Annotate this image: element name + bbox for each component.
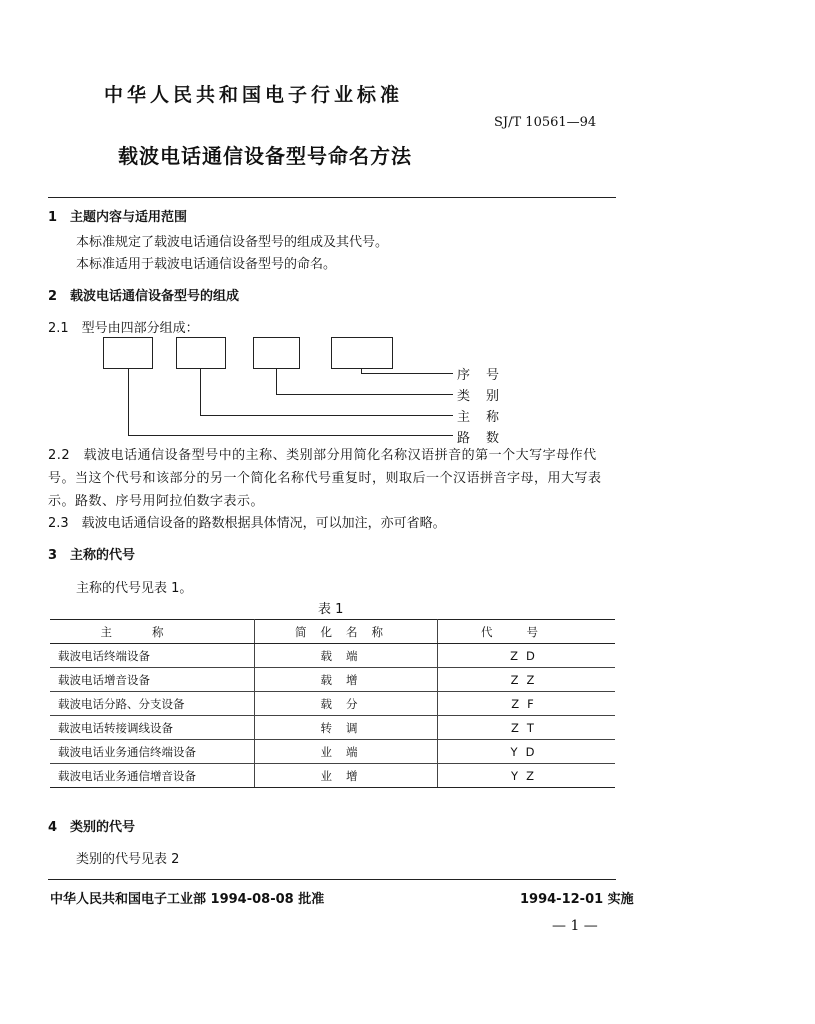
section-1-heading: 1 主题内容与适用范围: [48, 210, 188, 225]
section-3-heading: 3 主称的代号: [48, 548, 136, 563]
document-title: 载波电话通信设备型号命名方法: [118, 144, 412, 168]
connector-channels-h: [128, 435, 453, 436]
table-cell-short-name: 转调: [255, 716, 438, 740]
diagram-label-main-name: 主称: [457, 410, 516, 425]
table-row: [50, 644, 615, 668]
footer-divider: [48, 879, 616, 880]
section-4-heading: 4 类别的代号: [48, 820, 136, 835]
table-cell-short-name: 载增: [255, 668, 438, 692]
connector-main-name-h: [200, 415, 453, 416]
table-cell-short-name: 业端: [255, 740, 438, 764]
table-cell-main-name: 载波电话业务通信终端设备: [50, 740, 255, 764]
section-2-heading: 2 载波电话通信设备型号的组成: [48, 289, 240, 304]
standard-title: 中华人民共和国电子行业标准: [104, 84, 404, 106]
table-row: [50, 692, 615, 716]
table-cell-main-name: 载波电话转接调线设备: [50, 716, 255, 740]
connector-category-v: [276, 368, 277, 395]
section-1-line-1: 本标准规定了载波电话通信设备型号的组成及其代号。: [76, 235, 389, 250]
diagram-box-channels: [103, 337, 153, 369]
diagram-label-channels: 路数: [457, 431, 516, 446]
table-cell-short-name: 载分: [255, 692, 438, 716]
page-number: — 1 —: [552, 918, 598, 934]
table-cell-main-name: 载波电话终端设备: [50, 644, 255, 668]
clause-2-1: 2.1 型号由四部分组成：: [48, 321, 199, 336]
table-header-short-name: 简化名称: [255, 620, 438, 644]
clause-2-2: 2.2 载波电话通信设备型号中的主称、类别部分用简化名称汉语拼音的第一个大写字母作代号。当这个代号和该部分的另一个简化名称代号重复时，则取后一个汉语拼音字母，用大写表示。路数、序号用阿拉伯数字表示。: [48, 448, 602, 509]
table-cell-code: YD: [438, 740, 616, 764]
diagram-box-category: [253, 337, 300, 369]
diagram-box-main-name: [176, 337, 226, 369]
table-cell-short-name: 载端: [255, 644, 438, 668]
table-cell-short-name: 业增: [255, 764, 438, 788]
table-cell-code: ZF: [438, 692, 616, 716]
table-cell-main-name: 载波电话业务通信增音设备: [50, 764, 255, 788]
table-row: [50, 668, 615, 692]
table-header-row: [50, 620, 615, 644]
diagram-box-serial: [331, 337, 393, 369]
table-header-code: 代号: [438, 620, 616, 644]
table-row: [50, 716, 615, 740]
connector-main-name-v: [200, 368, 201, 416]
diagram-label-serial: 序号: [457, 368, 516, 383]
section-4-intro: 类别的代号见表 2: [76, 852, 180, 867]
table-header-main-name: 主称: [50, 620, 255, 644]
clause-2-3: 2.3 载波电话通信设备的路数根据具体情况，可以加注，亦可省略。: [48, 516, 446, 531]
table-cell-code: ZZ: [438, 668, 616, 692]
table-cell-code: ZD: [438, 644, 616, 668]
connector-category-h: [276, 394, 453, 395]
table-cell-main-name: 载波电话分路、分支设备: [50, 692, 255, 716]
table-cell-main-name: 载波电话增音设备: [50, 668, 255, 692]
table-row: [50, 764, 615, 788]
section-3-intro: 主称的代号见表 1。: [76, 581, 193, 596]
section-1-line-2: 本标准适用于载波电话通信设备型号的命名。: [76, 257, 337, 272]
table-row: [50, 740, 615, 764]
implementation-date: 1994-12-01 实施: [520, 892, 634, 907]
table-cell-code: YZ: [438, 764, 616, 788]
connector-channels-v: [128, 368, 129, 436]
table-caption: 表 1: [318, 602, 344, 617]
table-cell-code: ZT: [438, 716, 616, 740]
connector-serial-h: [361, 373, 453, 374]
diagram-label-category: 类别: [457, 389, 516, 404]
header-divider: [48, 197, 616, 198]
standard-code: SJ/T 10561—94: [494, 115, 597, 130]
main-name-code-table: [50, 619, 615, 788]
approval-line: 中华人民共和国电子工业部 1994-08-08 批准: [50, 892, 325, 907]
